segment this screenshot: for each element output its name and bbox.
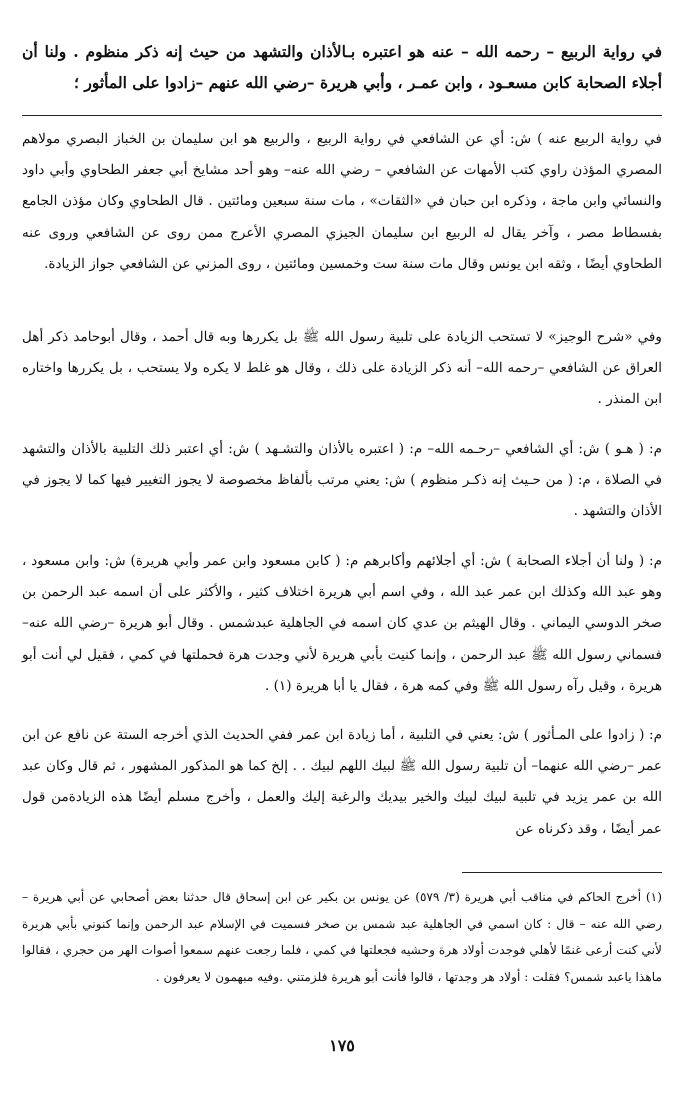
footnote-separator [462,872,662,873]
matn-text: في رواية الربيع – رحمه الله – عنه هو اعتبره بـالأذان والتشهد من حيث إنه ذكر منظوم . ولنا أن أجلاء الصحابة كابن مسعـود ، وابن عمـر ، وأبي هريرة –رضي الله عنهم –زادوا على المأثور ؛ [22,42,662,92]
commentary-paragraph: م: ( هـو ) ش: أي الشافعي –رحـمه الله– م: ( اعتبره بالأذان والتشـهد ) ش: أي اعتبر ذلك التلبية بالأذان والتشهد في الصلاة ، م: ( من حـيث إنه ذكـر منظوم ) ش: يعني مرتب بألفاظ مخصوصة لا يجوز التغيير فيها كما لا يجوز في الأذان والتشهد . [22,441,662,520]
matn-separator [22,115,662,116]
commentary-paragraph: م: ( زادوا على المـأثور ) ش: يعني في التلبية ، أما زيادة ابن عمر ففي الحديث الذي أخرجه الستة عن نافع عن ابن عمر –رضي الله عنهما– أن تلبية رسول الله ﷺ لبيك اللهم لبيك . . إلخ كما هو المذكور المشهور ، ثم قال وكان عبد الله بن عمر يزيد في تلبية لبيك لبيك والخير بيديك والرغبة إليك والعمل ، وأخرج مسلم أيضًا هذه الزيادةمن قول عمر أيضًا ، وقد ذكرناه عن [22,727,662,837]
commentary-section [22,124,662,840]
footnote: (١) أخرج الحاكم في مناقب أبي هريرة (٣/ ٥٧٩) عن يونس بن بكير عن ابن إسحاق قال حدثنا بعض أصحابي عن أبي هريرة –رضي الله عنه – قال : كان اسمي في الجاهلية عبد شمس بن صخر فسميت في الإسلام عبد الرحمن وإنما كنوني بأبي هريرة لأني كنت أرعى غنمًا لأهلي فوجدت أولاد هرة وحشيه فجعلتها في كمي ، فلما رجعت عنهم سمعوا أصوات الهر من حجري ، فقالوا ماهذا ياعبد شمس؟ فقلت : أولاد هر وجدتها ، قالوا فأنت أبو هريرة فلزمتني .وفيه مبهمون لا يعرفون . [22,890,662,984]
commentary-paragraph: في رواية الربيع عنه ) ش: أي عن الشافعي في رواية الربيع ، والربيع هو ابن سليمان بن الخباز البصري مولاهم المصري المؤذن راوي كتب الأمهات عن الشافعي – رضي الله عنه– وهو أحد مشايخ أبي جعفر الطحاوي وأبي داود والنسائي وابن ماجة ، وذكره ابن حبان في «الثقات» ، مات سنة سبعين ومائتين . قال الطحاوي وكان مؤذن الجامع بفسطاط مصر ، وآخر يقال له الربيع ابن سليمان الجيزي المصري الأعرج ممن روى عن الشافعي وروى عنه الطحاوي أيضًا ، وثقه ابن يونس وقال مات سنة ست وخمسين ومائتين ، روى المزني عن الشافعي جواز الزيادة. [22,131,662,272]
commentary-paragraph: م: ( ولنا أن أجلاء الصحابة ) ش: أي أجلائهم وأكابرهم م: ( كابن مسعود وابن عمر وأبي هريرة) ش: وابن مسعود ، وهو عبد الله وكذلك ابن عمر عبد الله ، وفي اسم أبي هريرة اختلاف كثير ، والأكثر على أن اسمه عبد الرحمن بن صخر الدوسي اليماني . وقال الهيثم بن عدي كان اسمه في الجاهلية عبدشمس . وقال أبو هريرة –رضي الله عنه– فسماني رسول الله ﷺ عبد الرحمن ، وإنما كنيت بأبي هريرة لأني وجدت هرة فحملتها في كمي ، فقيل لي أنت أبو هريرة ، وقيل رآه رسول الله ﷺ وفي كمه هرة ، فقال يا أبا هريرة (١) . [22,553,662,694]
page-number: ١٧٥ [329,1036,355,1055]
commentary-paragraph: وفي «شرح الوجيز» لا تستحب الزيادة على تلبية رسول الله ﷺ بل يكررها وبه قال أحمد ، وقال أبوحامد ذكر أهل العراق عن الشافعي –رحمه الله– أنه ذكر الزيادة على ذلك ، وقال هو غلط لا يكره ولا يستحب ، بل يكررها واختاره ابن المنذر . [22,329,662,408]
